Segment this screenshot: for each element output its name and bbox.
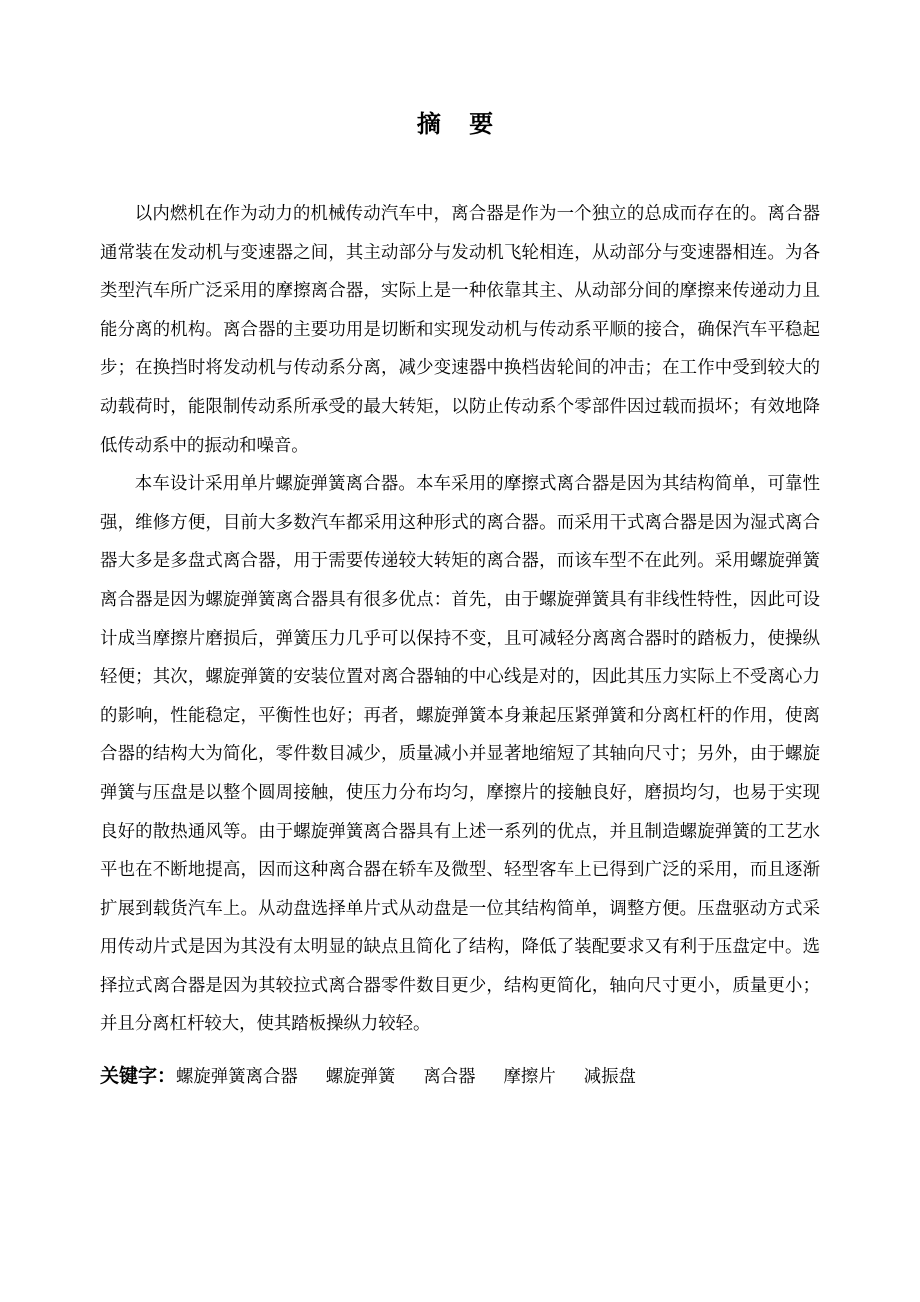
abstract-paragraph-2: 本车设计采用单片螺旋弹簧离合器。本车采用的摩擦式离合器是因为其结构简单，可靠性强，维修方便，目前大多数汽车都采用这种形式的离合器。而采用干式离合器是因为湿式离合器大多是多盘式离合器，用于需要传递较大转矩的离合器，而该车型不在此列。采用螺旋弹簧离合器是因为螺旋弹簧离合器具有很多优点：首先，由于螺旋弹簧具有非线性特性，因此可设计成当摩擦片磨损后，弹簧压力几乎可以保持不变，且可减轻分离离合器时的踏板力，使操纵轻便；其次，螺旋弹簧的安装位置对离合器轴的中心线是对的，因此其压力实际上不受离心力的影响，性能稳定，平衡性也好；再者，螺旋弹簧本身兼起压紧弹簧和分离杠杆的作用，使离合器的结构大为简化，零件数目减少，质量减小并显著地缩短了其轴向尺寸；另外，由于螺旋弹簧与压盘是以整个圆周接触，使压力分布均匀，摩擦片的接触良好，磨损均匀，也易于实现良好的散热通风等。由于螺旋弹簧离合器具有上述一系列的优点，并且制造螺旋弹簧的工艺水平也在不断地提高，因而这种离合器在轿车及微型、轻型客车上已得到广泛的采用，而且逐渐扩展到载货汽车上。从动盘选择单片式从动盘是一位其结构简单，调整方便。压盘驱动方式采用传动片式是因为其没有太明显的缺点且简化了结构，降低了装配要求又有利于压盘定中。选择拉式离合器是因为其较拉式离合器零件数目更少，结构更简化，轴向尺寸更小，质量更小；并且分离杠杆较大，使其踏板操纵力较轻。: [100, 474, 820, 1035]
abstract-paragraph-1: 以内燃机在作为动力的机械传动汽车中，离合器是作为一个独立的总成而存在的。离合器通常装在发动机与变速器之间，其主动部分与发动机飞轮相连，从动部分与变速器相连。为各类型汽车所广泛采用的摩擦离合器，实际上是一种依靠其主、从动部分间的摩擦来传递动力且能分离的机构。离合器的主要功用是切断和实现发动机与传动系平顺的接合，确保汽车平稳起步；在换挡时将发动机与传动系分离，减少变速器中换档齿轮间的冲击；在工作中受到较大的动载荷时，能限制传动系所承受的最大转矩，以防止传动系个零部件因过载而损坏；有效地降低传动系中的振动和噪音。: [100, 204, 820, 456]
keywords-line: [100, 1056, 820, 1097]
keyword-item: 减振盘: [583, 1067, 636, 1087]
keyword-item: 离合器: [423, 1067, 476, 1087]
keyword-item: 螺旋弹簧: [325, 1067, 396, 1087]
keyword-item: 螺旋弹簧离合器: [176, 1067, 298, 1087]
keywords-label: 关键字：: [100, 1065, 177, 1087]
keyword-item: 摩擦片: [503, 1067, 556, 1087]
abstract-body: [100, 195, 820, 1044]
page-title: 摘 要: [416, 110, 504, 138]
